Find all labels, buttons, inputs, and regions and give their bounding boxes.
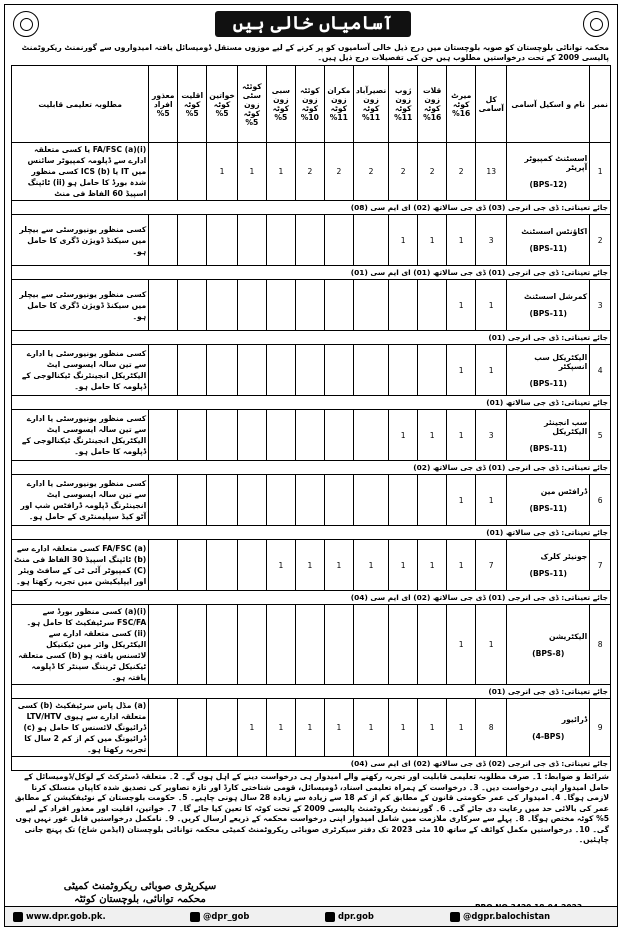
row-number: 7 — [590, 540, 611, 591]
post-cell — [507, 605, 590, 685]
zone-quota — [207, 280, 238, 331]
total-posts: 3 — [476, 410, 507, 461]
instagram-link[interactable]: @dgpr.balochistan — [450, 911, 550, 922]
posting-location: جائے تعیناتی: ڈی جی انرجی (02) ڈی جی سالاتھ (02) ای ایم سی (04) — [12, 757, 611, 771]
zone-quota — [389, 605, 418, 685]
zone-quota — [207, 345, 238, 396]
row-number: 5 — [590, 410, 611, 461]
zone-quota: 2 — [353, 143, 388, 201]
zone-quota — [295, 410, 324, 461]
col-zone: سبی زون کوٹہ 5% — [266, 66, 295, 143]
zone-quota: 2 — [418, 143, 447, 201]
zone-quota — [295, 345, 324, 396]
location-row — [12, 526, 611, 540]
zone-quota — [178, 699, 207, 757]
zone-quota — [295, 475, 324, 526]
post-name: کمرشل اسسٹنٹ — [524, 292, 588, 301]
col-merit: میرٹ کوٹہ 16% — [447, 66, 476, 143]
zone-quota — [266, 475, 295, 526]
zone-quota: 1 — [237, 699, 266, 757]
zone-quota: 1 — [418, 410, 447, 461]
col-zone: ژوب زون کوٹہ 11% — [389, 66, 418, 143]
col-post: نام و اسکیل آسامی — [507, 66, 590, 143]
location-row — [12, 396, 611, 410]
col-zone: مکران زون کوٹہ 11% — [324, 66, 353, 143]
total-posts: 1 — [476, 605, 507, 685]
website-link[interactable]: www.dpr.gob.pk. — [13, 911, 106, 922]
col-zone: خواتین کوٹہ 5% — [207, 66, 238, 143]
posting-location: جائے تعیناتی: ڈی جی انرجی (01) — [12, 685, 611, 699]
qualification-cell: (a) مڈل پاس سرٹیفکیٹ (b) کسی متعلقہ ادارے سے ہیوی LTV/HTV ڈرائیونگ لائسنس کا حامل ہو (c) ڈرائیونگ میں کم از کم 2 سال کا تجربہ رکھتا ہو۔ — [12, 699, 149, 757]
zone-quota — [324, 345, 353, 396]
post-cell — [507, 345, 590, 396]
location-row — [12, 266, 611, 280]
zone-quota — [237, 215, 266, 266]
zone-quota — [149, 280, 178, 331]
table-row — [12, 410, 611, 461]
total-posts: 1 — [476, 345, 507, 396]
zone-quota: 1 — [389, 410, 418, 461]
row-number: 8 — [590, 605, 611, 685]
qualification-cell: (i)(a) FA/FSC یا کسی متعلقہ ادارے سے ڈپلومہ کمپیوٹر سائنس میں IT یا ICS (b) کسی منظور شدہ بورڈ کا حامل ہو (ii) ٹائپنگ اسپیڈ 60 الفاظ فی منٹ — [12, 143, 149, 201]
qualification-cell: (i)(a) کسی منظور بورڈ سے FSC/FA سرٹیفکیٹ کا حامل ہو۔ (ii) کسی متعلقہ ادارے سے الیکٹریکل وائر مین ٹیکنیکل لائسنس یافتہ ہو (b) کسی متعلقہ ٹیکنیکل ٹریننگ سینٹر کا ڈپلومہ یافتہ ہو۔ — [12, 605, 149, 685]
zone-quota — [353, 410, 388, 461]
post-scale: (BPS-12) — [529, 180, 567, 189]
location-row — [12, 461, 611, 475]
zone-quota — [418, 475, 447, 526]
post-cell — [507, 215, 590, 266]
zone-quota — [324, 410, 353, 461]
zone-quota: 1 — [418, 215, 447, 266]
zone-quota — [353, 345, 388, 396]
zone-quota — [207, 475, 238, 526]
facebook-icon — [325, 912, 335, 922]
merit-quota: 1 — [447, 605, 476, 685]
zone-quota — [178, 475, 207, 526]
posting-location: جائے تعیناتی: ڈی جی انرجی (01) ڈی جی سالاتھ (01) ای ایم سی (01) — [12, 266, 611, 280]
zone-quota — [418, 345, 447, 396]
posting-location: جائے تعیناتی: ڈی جی انرجی (01) ڈی جی سالاتھ (02) — [12, 461, 611, 475]
zone-quota: 1 — [266, 699, 295, 757]
row-number: 1 — [590, 143, 611, 201]
row-number: 9 — [590, 699, 611, 757]
posting-location: جائے تعیناتی: ڈی جی سالاتھ (01) — [12, 396, 611, 410]
col-zone: نصیرآباد زون کوٹہ 11% — [353, 66, 388, 143]
row-number: 2 — [590, 215, 611, 266]
table-row — [12, 280, 611, 331]
zone-quota: 1 — [295, 699, 324, 757]
zone-quota — [324, 475, 353, 526]
zone-quota — [178, 143, 207, 201]
zone-quota — [266, 605, 295, 685]
zone-quota — [178, 410, 207, 461]
signature-block — [35, 880, 245, 906]
zone-quota: 2 — [324, 143, 353, 201]
zone-quota: 1 — [389, 215, 418, 266]
zone-quota: 1 — [353, 699, 388, 757]
zone-quota — [149, 345, 178, 396]
zone-quota: 1 — [324, 699, 353, 757]
total-posts: 1 — [476, 280, 507, 331]
zone-quota — [389, 280, 418, 331]
posting-location: جائے تعیناتی: ڈی جی سالاتھ (01) — [12, 526, 611, 540]
zone-quota: 1 — [418, 699, 447, 757]
zone-quota — [266, 280, 295, 331]
zone-quota — [353, 215, 388, 266]
zone-quota — [266, 345, 295, 396]
post-name: سب انجینئر الیکٹریکل — [544, 417, 588, 436]
zone-quota — [295, 215, 324, 266]
zone-quota — [149, 215, 178, 266]
post-scale: (BPS-11) — [529, 378, 567, 388]
location-row — [12, 757, 611, 771]
qualification-cell: کسی منظور یونیورسٹی سے بیچلر میں سیکنڈ ڈویژن ڈگری کا حامل ہو۔ — [12, 215, 149, 266]
zone-quota — [295, 605, 324, 685]
merit-quota: 1 — [447, 345, 476, 396]
post-cell — [507, 475, 590, 526]
intro-text: محکمہ توانائی بلوچستان کو صوبہ بلوچستان میں درج ذیل خالی آسامیوں کو پر کرنے کے لیے موزوں مستقل ڈومیسائل یافتہ امیدواروں سے گورنمنٹ ریکروٹمنٹ پالیسی 2009 کے تحت درخواستیں مطلوب ہیں جن کی تفصیلات درج ذیل ہیں۔ — [21, 43, 609, 62]
zone-quota — [389, 475, 418, 526]
zone-quota: 1 — [324, 540, 353, 591]
post-name: الیکٹریکل سب انسپکٹر — [534, 352, 588, 371]
qualification-cell: کسی منظور یونیورسٹی سے بیچلر میں سیکنڈ ڈویژن ڈگری کا حامل ہو۔ — [12, 280, 149, 331]
total-posts: 7 — [476, 540, 507, 591]
twitter-link[interactable]: @dpr_gob — [190, 911, 249, 922]
zone-quota — [237, 280, 266, 331]
zone-quota — [178, 540, 207, 591]
table-row — [12, 345, 611, 396]
zone-quota — [237, 345, 266, 396]
balochistan-logo-icon — [13, 11, 39, 37]
post-name: اسسٹنٹ کمپیوٹر آپریٹر — [524, 154, 588, 172]
post-cell — [507, 699, 590, 757]
merit-quota: 2 — [447, 143, 476, 201]
location-row — [12, 685, 611, 699]
post-scale: (BPS-11) — [529, 309, 567, 318]
header — [5, 5, 617, 39]
zone-quota — [149, 143, 178, 201]
post-scale: (BPS-11) — [529, 504, 567, 513]
zone-quota — [149, 605, 178, 685]
col-total: کل آسامی — [476, 66, 507, 143]
zone-quota — [324, 280, 353, 331]
zone-quota — [389, 345, 418, 396]
post-scale: (BPS-8) — [532, 648, 565, 658]
zone-quota: 1 — [418, 540, 447, 591]
zone-quota: 1 — [266, 540, 295, 591]
signature-line-1: سیکریٹری صوبائی ریکروٹمنٹ کمیٹی — [63, 881, 217, 892]
zone-quota: 1 — [237, 143, 266, 201]
zone-quota — [178, 605, 207, 685]
merit-quota: 1 — [447, 540, 476, 591]
zone-quota — [207, 215, 238, 266]
zone-quota — [149, 410, 178, 461]
zone-quota: 1 — [353, 540, 388, 591]
terms-and-conditions: شرائط و ضوابط: 1۔ صرف مطلوبہ تعلیمی قابلیت اور تجربہ رکھنے والے امیدوار ہی درخواست دینے کے اہل ہوں گے۔ 2۔ متعلقہ ڈسٹرکٹ کے لوکل/ڈومیسائل کے حامل امیدوار اپنی درخواست دیں۔ 3۔ درخواست کے ہمراہ تعلیمی اسناد، ڈومیسائل، قومی شناختی کارڈ اور تازہ تصاویر کی تصدیق شدہ کاپیاں منسلک کرنا لازمی ہوگا۔ 4۔ امیدوار کی عمر حکومتی قانون کے مطابق کم از کم 18 سے زیادہ سے زیادہ 28 سال ہونی چاہیے۔ 5۔ حکومت بلوچستان کے نوٹیفکیشن کے مطابق عمر کی بالائی حد میں رعایت دی جائے گی۔ 6۔ گورنمنٹ ریکروٹمنٹ پالیسی 2009 کے تحت کوٹہ کا تعین کیا جائے گا۔ 7۔ خواتین، اقلیت اور معذور افراد کے لیے 5% کوٹہ مختص ہوگا۔ 8۔ پہلے سے سرکاری ملازمت میں شامل امیدوار اپنی درخواست محکمہ کے ذریعے ارسال کریں۔ 9۔ نامکمل درخواستیں قابل غور نہیں ہوں گی۔ 10۔ درخواستیں مکمل کوائف کے ساتھ 10 مئی 2023 تک دفتر سیکرٹری صوبائی ریکروٹمنٹ کمیٹی محکمہ توانائی بلوچستان (ایڈمن شاخ) تک پہنچ جانی چاہئیں۔ — [14, 772, 609, 844]
zone-quota — [295, 280, 324, 331]
post-name: جونیئر کلرک — [540, 552, 588, 561]
merit-quota: 1 — [447, 280, 476, 331]
merit-quota: 1 — [447, 215, 476, 266]
table-row — [12, 475, 611, 526]
total-posts: 1 — [476, 475, 507, 526]
zone-quota — [418, 605, 447, 685]
globe-icon — [13, 912, 23, 922]
post-cell — [507, 280, 590, 331]
vacancies-table — [11, 65, 611, 771]
zone-quota: 1 — [207, 143, 238, 201]
total-posts: 3 — [476, 215, 507, 266]
zone-quota — [266, 410, 295, 461]
table-row — [12, 699, 611, 757]
post-scale: (BPS-11) — [529, 244, 567, 253]
zone-quota — [237, 605, 266, 685]
row-number: 4 — [590, 345, 611, 396]
table-row — [12, 540, 611, 591]
post-scale: (BPS-11) — [529, 569, 567, 578]
location-row — [12, 201, 611, 215]
col-zone: قلات زون کوٹہ 16% — [418, 66, 447, 143]
table-row — [12, 215, 611, 266]
qualification-cell: (a) FA/FSC کسی متعلقہ ادارے سے (b) ٹائپنگ اسپیڈ 30 الفاظ فی منٹ (C) کمپیوٹر آئی ٹی کے سافٹ ویئر اور ایپلیکیشن میں تجربہ رکھتا ہو۔ — [12, 540, 149, 591]
zone-quota — [207, 699, 238, 757]
post-cell — [507, 540, 590, 591]
twitter-icon — [190, 912, 200, 922]
post-scale: (BPS-11) — [529, 443, 567, 453]
zone-quota — [418, 280, 447, 331]
col-qualification: مطلوبہ تعلیمی قابلیت — [12, 66, 149, 143]
merit-quota: 1 — [447, 475, 476, 526]
advertisement-page — [4, 4, 618, 927]
post-name: ڈرافٹس مین — [540, 487, 588, 496]
government-logo-icon — [583, 11, 609, 37]
zone-quota — [237, 410, 266, 461]
zone-quota: 2 — [389, 143, 418, 201]
row-number: 3 — [590, 280, 611, 331]
qualification-cell: کسی منظور یونیورسٹی یا ادارے سے تین سالہ ایسوسی ایٹ انجینئرنگ ڈپلومہ ڈرافٹس شپ اور آٹو کیڈ سپلیمنٹری کے حامل ہو۔ — [12, 475, 149, 526]
page-title: آسامیاں خالی ہیں — [215, 11, 411, 37]
table-row — [12, 605, 611, 685]
qualification-cell: کسی منظور یونیورسٹی یا ادارے سے تین سالہ ایسوسی ایٹ الیکٹریکل انجینئرنگ ٹیکنالوجی کے ڈپلومہ کا حامل ہو۔ — [12, 410, 149, 461]
post-cell — [507, 410, 590, 461]
col-zone: اقلیت کوٹہ 5% — [178, 66, 207, 143]
zone-quota — [237, 540, 266, 591]
zone-quota — [178, 345, 207, 396]
total-posts: 13 — [476, 143, 507, 201]
facebook-link[interactable]: dpr.gob — [325, 911, 374, 922]
footer-bar — [5, 906, 617, 926]
location-row — [12, 591, 611, 605]
zone-quota — [149, 475, 178, 526]
zone-quota: 1 — [295, 540, 324, 591]
zone-quota: 2 — [295, 143, 324, 201]
instagram-icon — [450, 912, 460, 922]
post-cell — [507, 143, 590, 201]
posting-location: جائے تعیناتی: ڈی جی انرجی (03) ڈی جی سالاتھ (02) ای ایم سی (08) — [12, 201, 611, 215]
zone-quota — [207, 410, 238, 461]
table-row — [12, 143, 611, 201]
location-row — [12, 331, 611, 345]
merit-quota: 1 — [447, 699, 476, 757]
post-name: اکاؤنٹس اسسٹنٹ — [521, 227, 588, 236]
total-posts: 8 — [476, 699, 507, 757]
qualification-cell: کسی منظور یونیورسٹی یا ادارے سے تین سالہ ایسوسی ایٹ الیکٹریکل انجینئرنگ ٹیکنالوجی کے ڈپلومہ کا حامل ہو۔ — [12, 345, 149, 396]
zone-quota — [353, 605, 388, 685]
zone-quota — [178, 215, 207, 266]
post-scale: (4-BPS) — [532, 731, 565, 741]
zone-quota — [237, 475, 266, 526]
zone-quota — [353, 475, 388, 526]
col-zone: کوئٹہ زون کوٹہ 10% — [295, 66, 324, 143]
zone-quota — [149, 540, 178, 591]
zone-quota — [266, 215, 295, 266]
col-zone: معذور افراد 5% — [149, 66, 178, 143]
signature-line-2: محکمہ توانائی، بلوچستان کوئٹہ — [74, 894, 206, 905]
zone-quota: 1 — [389, 540, 418, 591]
zone-quota — [207, 605, 238, 685]
col-zone: کوئٹہ سٹی زون کوٹہ 5% — [237, 66, 266, 143]
post-name: الیکٹریشن — [549, 631, 588, 641]
zone-quota — [149, 699, 178, 757]
zone-quota — [324, 215, 353, 266]
zone-quota: 1 — [266, 143, 295, 201]
col-sr: نمبر — [590, 66, 611, 143]
zone-quota — [324, 605, 353, 685]
post-name: ڈرائیور — [561, 714, 588, 724]
row-number: 6 — [590, 475, 611, 526]
posting-location: جائے تعیناتی: ڈی جی انرجی (01) — [12, 331, 611, 345]
posting-location: جائے تعیناتی: ڈی جی انرجی (01) ڈی جی سالاتھ (02) ای ایم سی (04) — [12, 591, 611, 605]
merit-quota: 1 — [447, 410, 476, 461]
zone-quota — [178, 280, 207, 331]
zone-quota: 1 — [389, 699, 418, 757]
zone-quota — [207, 540, 238, 591]
zone-quota — [353, 280, 388, 331]
